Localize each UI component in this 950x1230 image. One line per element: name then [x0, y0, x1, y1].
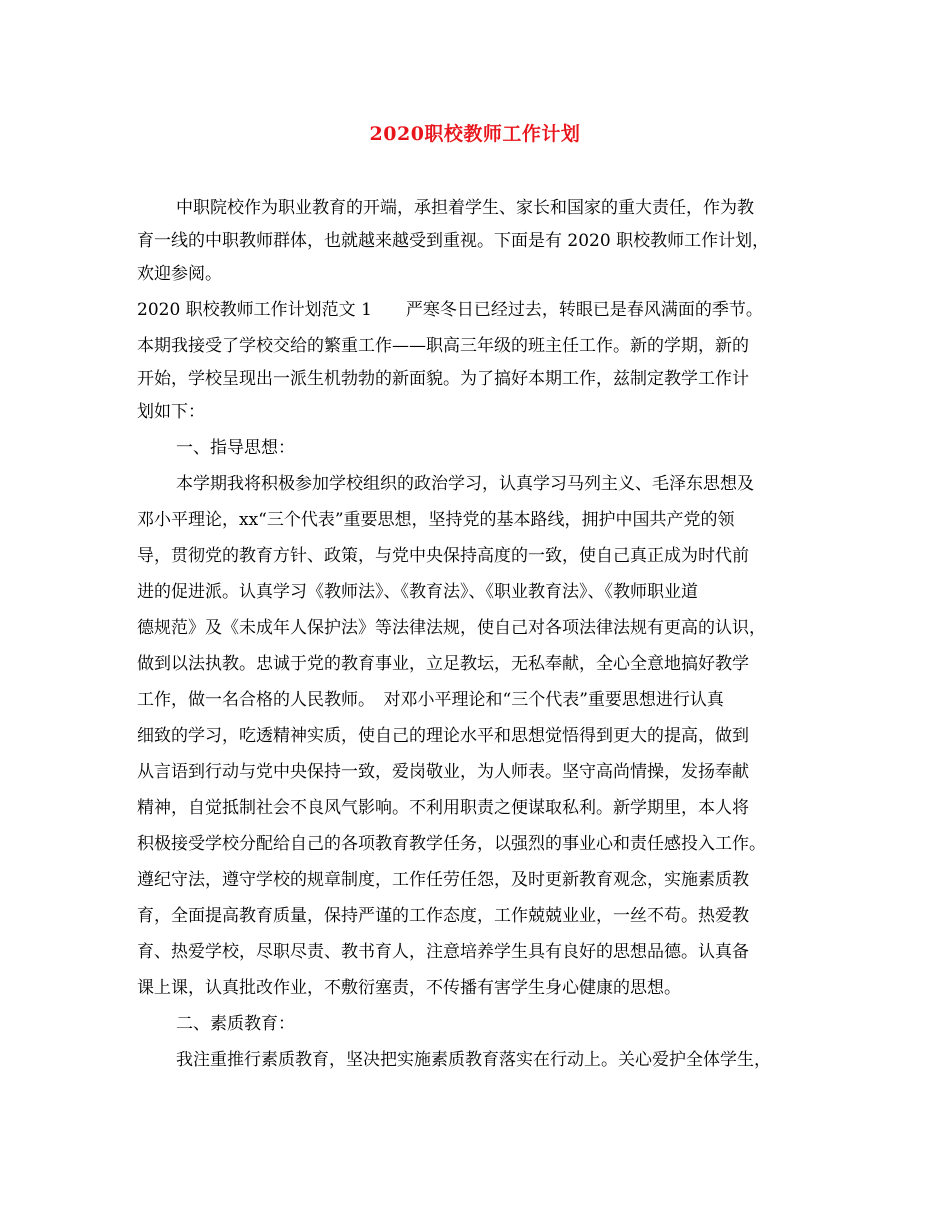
text-line: 课上课，认真批改作业，不敷衍塞责，不传播有害学生身心健康的思想。	[137, 978, 681, 998]
text-line: 我注重推行素质教育，坚决把实施素质教育落实在行动上。关心爱护全体学生，	[176, 1050, 771, 1070]
text-line: 导，贯彻党的教育方针、政策，与党中央保持高度的一致，使自己真正成为时代前	[137, 546, 749, 566]
text-line: 育一线的中职教师群体，也就越来越受到重视。下面是有 2020 职校教师工作计划，	[137, 231, 770, 251]
text-line: 精神，自觉抵制社会不良风气影响。不利用职责之便谋取私利。新学期里，本人将	[137, 798, 749, 818]
text-line: 育，全面提高教育质量，保持严谨的工作态度，工作兢兢业业，一丝不苟。热爱教	[137, 906, 749, 926]
text-line: 进的促进派。认真学习《教师法》、《教育法》、《职业教育法》、《教师职业道	[137, 582, 698, 602]
text-line: 2020 职校教师工作计划范文 1 严寒冬日已经过去，转眼已是春风满面的季节。	[137, 300, 763, 320]
document-title: 2020职校教师工作计划	[369, 123, 581, 145]
text-line: 德规范》及《未成年人保护法》等法律法规，使自己对各项法律法规有更高的认识，	[137, 618, 766, 638]
text-line: 开始，学校呈现出一派生机勃勃的新面貌。为了搞好本期工作，兹制定教学工作计	[137, 369, 749, 389]
text-line: 本学期我将积极参加学校组织的政治学习，认真学习马列主义、毛泽东思想及	[176, 474, 754, 494]
text-line: 从言语到行动与党中央保持一致，爱岗敬业，为人师表。坚守高尚情操，发扬奉献	[137, 762, 749, 782]
text-line: 本期我接受了学校交给的繁重工作——职高三年级的班主任工作。新的学期，新的	[137, 336, 749, 356]
text-line: 做到以法执教。忠诚于党的教育事业，立足教坛，无私奉献，全心全意地搞好教学	[137, 654, 749, 674]
text-line: 划如下：	[137, 402, 205, 422]
section-heading: 二、素质教育：	[176, 1014, 295, 1034]
text-line: 中职院校作为职业教育的开端，承担着学生、家长和国家的重大责任，作为教	[176, 198, 754, 218]
text-line: 积极接受学校分配给自己的各项教育教学任务，以强烈的事业心和责任感投入工作。	[137, 834, 766, 854]
section-heading: 一、指导思想：	[176, 438, 295, 458]
text-line: 欢迎参阅。	[137, 264, 222, 284]
text-line: 育、热爱学校，尽职尽责、教书育人，注意培养学生具有良好的思想品德。认真备	[137, 942, 749, 962]
text-line: 遵纪守法，遵守学校的规章制度，工作任劳任怨，及时更新教育观念，实施素质教	[137, 870, 749, 890]
text-line: 细致的学习，吃透精神实质，使自己的理论水平和思想觉悟得到更大的提高，做到	[137, 726, 749, 746]
text-line: 工作，做一名合格的人民教师。 对邓小平理论和“三个代表”重要思想进行认真	[137, 690, 724, 710]
text-line: 邓小平理论，xx“三个代表”重要思想，坚持党的基本路线，拥护中国共产党的领	[137, 510, 735, 530]
